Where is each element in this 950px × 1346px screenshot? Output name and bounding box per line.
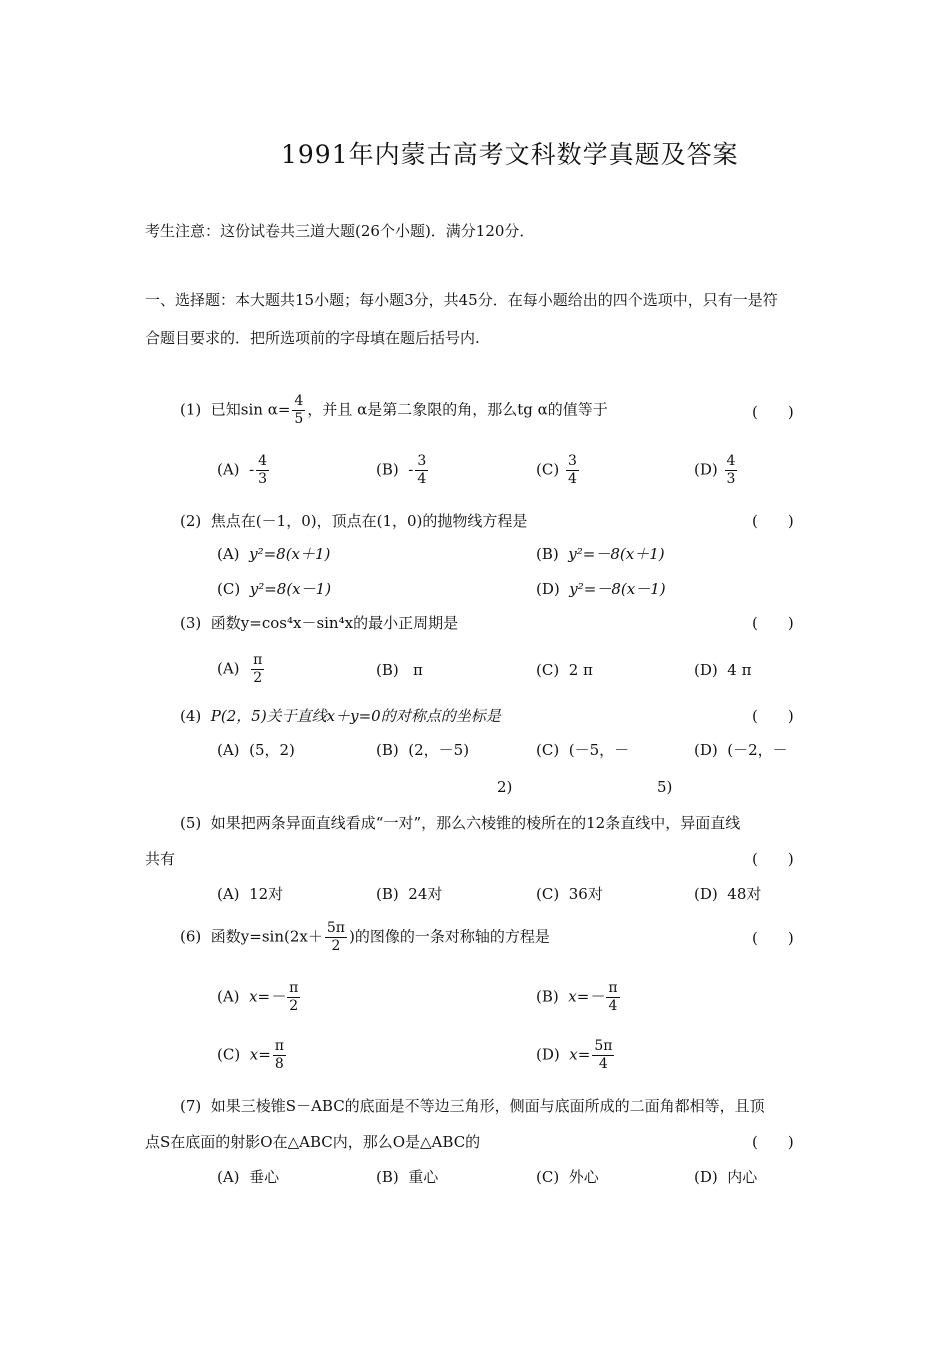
q1-number: (1) xyxy=(180,400,202,419)
question-3: (3) 函数y=cos⁴x－sin⁴x的最小正周期是 xyxy=(180,614,459,632)
q4-option-b: (B) (2，－5) xyxy=(376,741,470,759)
q4-answer-bracket: ( ) xyxy=(752,707,794,725)
question-7: (7) 如果三棱锥S－ABC的底面是不等边三角形，侧面与底面所成的二面角都相等，且顶 xyxy=(180,1097,765,1115)
q1-stem-a: 已知sin α= xyxy=(210,400,291,419)
q3-option-c: (C) 2 π xyxy=(536,661,593,679)
q2-option-d: (D) y²=－8(x－1) xyxy=(536,580,666,598)
q1-fraction: $\frac{4}{5}$ xyxy=(294,393,304,427)
q3-answer-bracket: ( ) xyxy=(752,614,794,632)
section1-line2: 合题目要求的．把所选项前的字母填在题后括号内. xyxy=(145,329,480,347)
section1-line1: 一、选择题：本大题共15小题；每小题3分，共45分．在每小题给出的四个选项中，只有一是符 xyxy=(145,291,778,309)
q6-option-c: (C) x= $\frac{\pi}{8}$ xyxy=(217,1038,284,1072)
q2-option-a: (A) y²=8(x＋1) xyxy=(217,545,331,563)
exam-notice: 考生注意：这份试卷共三道大题(26个小题)．满分120分． xyxy=(145,222,535,240)
q7-answer-bracket: ( ) xyxy=(752,1133,794,1151)
q5-answer-bracket: ( ) xyxy=(752,850,794,868)
question-5: (5) 如果把两条异面直线看成“一对”，那么六棱锥的棱所在的12条直线中，异面直线 xyxy=(180,814,741,832)
q5-option-a: (A) 12对 xyxy=(217,885,284,903)
q3-option-a: (A) $\frac{\pi}{2}$ xyxy=(217,652,263,686)
q6-option-a: (A) x=－ $\frac{\pi}{2}$ xyxy=(217,980,299,1014)
q1-option-b: (B) - $\frac{3}{4}$ xyxy=(376,453,427,487)
q4-option-c-cont: 2) xyxy=(497,778,513,796)
question-5-cont: 共有 xyxy=(145,850,176,868)
q5-option-b: (B) 24对 xyxy=(376,885,443,903)
question-6: (6) 函数y=sin(2x＋ $\frac{5\pi}{2}$ )的图像的一条对称轴的方程是 xyxy=(180,920,550,954)
q1-option-d: (D) $\frac{4}{3}$ xyxy=(694,453,736,487)
q3-option-b: (B) π xyxy=(376,661,423,679)
q7-option-c: (C) 外心 xyxy=(536,1168,599,1186)
q6-option-b: (B) x=－ $\frac{\pi}{4}$ xyxy=(536,980,618,1014)
q1-answer-bracket: ( ) xyxy=(752,403,794,421)
q1-option-a: (A) - $\frac{4}{3}$ xyxy=(217,453,268,487)
q6-answer-bracket: ( ) xyxy=(752,929,794,947)
question-7-cont: 点S在底面的射影O在△ABC内，那么O是△ABC的 xyxy=(145,1133,481,1151)
q2-option-c: (C) y²=8(x－1) xyxy=(217,580,332,598)
q2-option-b: (B) y²=－8(x＋1) xyxy=(536,545,665,563)
page-title: 1991年内蒙古高考文科数学真题及答案 xyxy=(281,140,739,169)
q5-option-d: (D) 48对 xyxy=(694,885,762,903)
q4-option-c: (C) (－5，－ xyxy=(536,741,630,759)
q7-option-b: (B) 重心 xyxy=(376,1168,439,1186)
q1-option-c: (C) $\frac{3}{4}$ xyxy=(536,453,577,487)
q4-option-d-cont: 5) xyxy=(657,778,673,796)
q4-option-a: (A) (5，2) xyxy=(217,741,295,759)
question-1 xyxy=(180,393,608,428)
q7-option-a: (A) 垂心 xyxy=(217,1168,280,1186)
question-2: (2) 焦点在(－1，0)，顶点在(1，0)的抛物线方程是 xyxy=(180,512,528,530)
q7-option-d: (D) 内心 xyxy=(694,1168,758,1186)
q4-option-d: (D) (－2，－ xyxy=(694,741,788,759)
q1-stem-b: ，并且 α是第二象限的角，那么tg α的值等于 xyxy=(307,400,608,419)
q3-option-d: (D) 4 π xyxy=(694,661,752,679)
q6-option-d: (D) x= $\frac{5\pi}{4}$ xyxy=(536,1038,613,1072)
q2-answer-bracket: ( ) xyxy=(752,512,794,530)
q5-option-c: (C) 36对 xyxy=(536,885,603,903)
question-4: (4) P(2，5)关于直线x＋y=0的对称点的坐标是 xyxy=(180,707,501,725)
